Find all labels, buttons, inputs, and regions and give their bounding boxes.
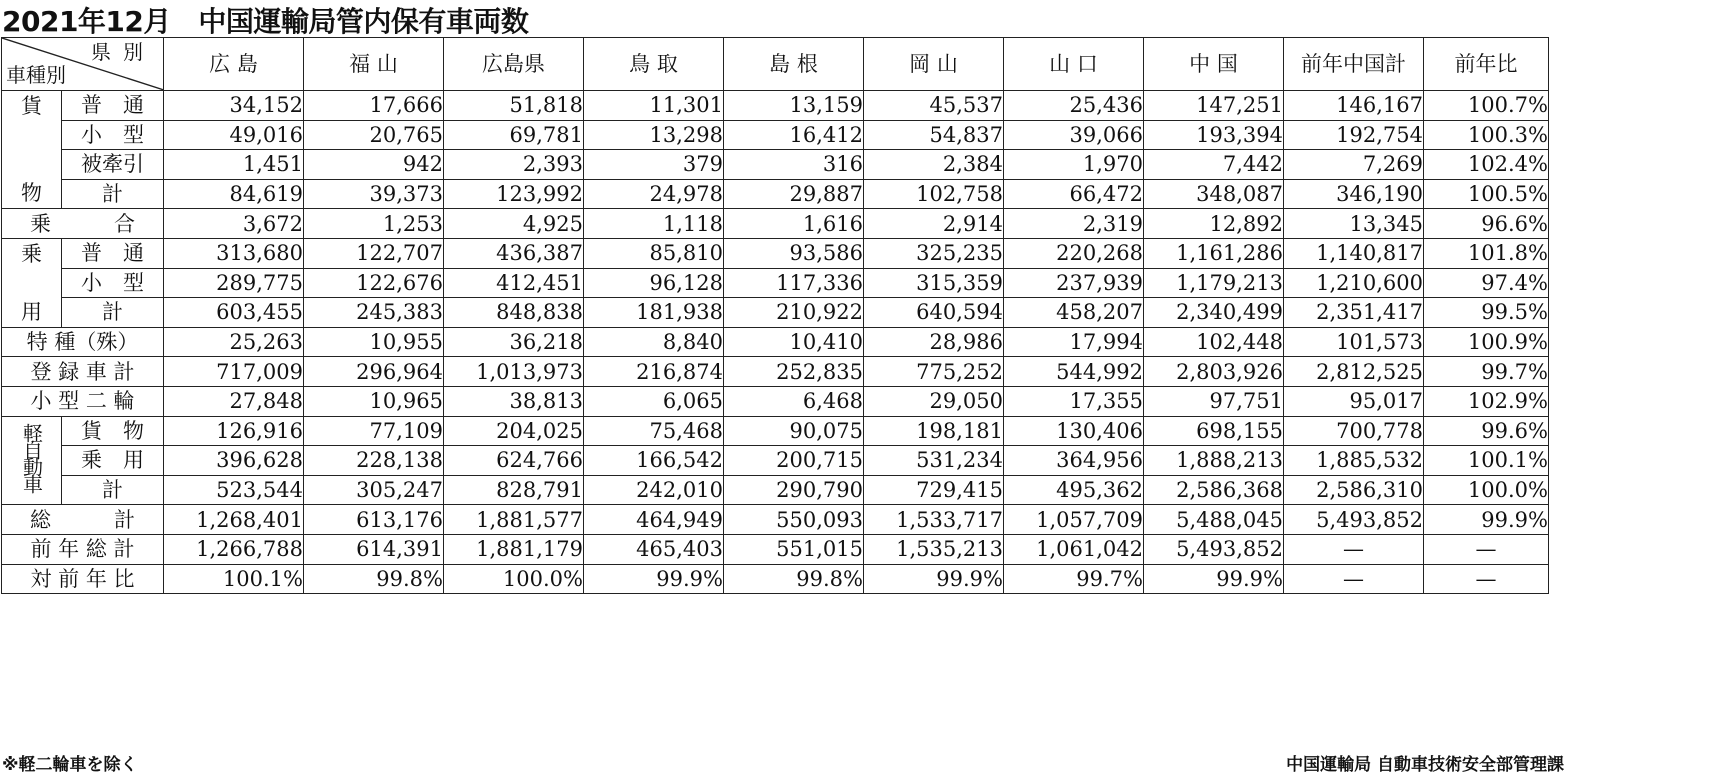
table-cell: 166,542 xyxy=(584,446,724,476)
table-cell: 396,628 xyxy=(164,446,304,476)
table-cell: 4,925 xyxy=(444,209,584,239)
table-cell: 364,956 xyxy=(1004,446,1144,476)
table-cell: 204,025 xyxy=(444,416,584,446)
table-cell: 29,050 xyxy=(864,386,1004,416)
table-cell: 698,155 xyxy=(1144,416,1284,446)
table-cell: 1,161,286 xyxy=(1144,238,1284,268)
table-cell: 13,298 xyxy=(584,120,724,150)
table-cell: 95,017 xyxy=(1284,386,1424,416)
table-cell: 465,403 xyxy=(584,534,724,564)
table-cell: 2,586,368 xyxy=(1144,475,1284,505)
table-cell: 25,436 xyxy=(1004,91,1144,121)
corner-vehicle-type-label: 車種別 xyxy=(6,63,66,87)
table-cell: 90,075 xyxy=(724,416,864,446)
row-label: 計 xyxy=(62,475,164,505)
row-label: 普 通 xyxy=(62,238,164,268)
row-label: 計 xyxy=(62,298,164,328)
table-cell: 1,013,973 xyxy=(444,357,584,387)
table-cell: 379 xyxy=(584,150,724,180)
column-header: 島 根 xyxy=(724,38,864,91)
table-cell: 10,410 xyxy=(724,327,864,357)
table-cell: 828,791 xyxy=(444,475,584,505)
table-cell: 603,455 xyxy=(164,298,304,328)
table-row xyxy=(2,446,1549,476)
table-cell: 102,448 xyxy=(1144,327,1284,357)
table-cell: 1,057,709 xyxy=(1004,505,1144,535)
table-cell: 10,965 xyxy=(304,386,444,416)
table-cell: 51,818 xyxy=(444,91,584,121)
table-cell: 100.7% xyxy=(1424,91,1549,121)
table-cell: 69,781 xyxy=(444,120,584,150)
group-passenger-label xyxy=(2,238,62,327)
table-cell: 100.9% xyxy=(1424,327,1549,357)
table-cell: 640,594 xyxy=(864,298,1004,328)
table-cell: 146,167 xyxy=(1284,91,1424,121)
table-cell: 11,301 xyxy=(584,91,724,121)
group-passenger-bottom-char: 用 xyxy=(21,299,42,324)
group-cargo-bottom-char: 物 xyxy=(21,181,42,206)
table-cell: 3,672 xyxy=(164,209,304,239)
table-cell: 93,586 xyxy=(724,238,864,268)
table-cell: 316 xyxy=(724,150,864,180)
row-label: 前 年 総 計 xyxy=(2,534,164,564)
table-cell: 325,235 xyxy=(864,238,1004,268)
table-cell: 25,263 xyxy=(164,327,304,357)
row-label: 普 通 xyxy=(62,91,164,121)
table-cell: 29,887 xyxy=(724,179,864,209)
table-cell: 1,881,577 xyxy=(444,505,584,535)
table-cell: — xyxy=(1424,564,1549,594)
table-cell: 84,619 xyxy=(164,179,304,209)
table-cell: 216,874 xyxy=(584,357,724,387)
table-cell: 436,387 xyxy=(444,238,584,268)
table-cell: 1,268,401 xyxy=(164,505,304,535)
table-cell: — xyxy=(1284,534,1424,564)
table-cell: 147,251 xyxy=(1144,91,1284,121)
table-cell: 181,938 xyxy=(584,298,724,328)
table-cell: 7,442 xyxy=(1144,150,1284,180)
column-header: 広島県 xyxy=(444,38,584,91)
table-cell: 20,765 xyxy=(304,120,444,150)
row-label: 総 計 xyxy=(2,505,164,535)
table-cell: 1,118 xyxy=(584,209,724,239)
table-cell: 100.3% xyxy=(1424,120,1549,150)
group-kei-label xyxy=(2,416,62,505)
table-row xyxy=(2,564,1549,594)
table-cell: 117,336 xyxy=(724,268,864,298)
table-cell: 242,010 xyxy=(584,475,724,505)
table-cell: 101.8% xyxy=(1424,238,1549,268)
table-cell: 237,939 xyxy=(1004,268,1144,298)
table-cell: 99.9% xyxy=(1144,564,1284,594)
table-row xyxy=(2,91,1549,121)
table-cell: 122,676 xyxy=(304,268,444,298)
kei-vehicle-vertical-label: 軽自動車 xyxy=(19,423,44,492)
column-header: 山 口 xyxy=(1004,38,1144,91)
row-label: 対 前 年 比 xyxy=(2,564,164,594)
column-header: 広 島 xyxy=(164,38,304,91)
table-cell: 75,468 xyxy=(584,416,724,446)
table-cell: 54,837 xyxy=(864,120,1004,150)
table-cell: 1,451 xyxy=(164,150,304,180)
table-row xyxy=(2,209,1549,239)
table-row xyxy=(2,268,1549,298)
table-cell: 99.9% xyxy=(864,564,1004,594)
table-cell: 613,176 xyxy=(304,505,444,535)
table-cell: 34,152 xyxy=(164,91,304,121)
table-cell: 2,384 xyxy=(864,150,1004,180)
table-cell: 1,885,532 xyxy=(1284,446,1424,476)
table-cell: 2,914 xyxy=(864,209,1004,239)
table-cell: 313,680 xyxy=(164,238,304,268)
table-cell: 700,778 xyxy=(1284,416,1424,446)
table-cell: 102.4% xyxy=(1424,150,1549,180)
table-cell: 289,775 xyxy=(164,268,304,298)
table-cell: 220,268 xyxy=(1004,238,1144,268)
table-row xyxy=(2,238,1549,268)
table-cell: 729,415 xyxy=(864,475,1004,505)
vehicle-count-table xyxy=(1,37,1549,594)
table-cell: 8,840 xyxy=(584,327,724,357)
table-cell: 775,252 xyxy=(864,357,1004,387)
table-cell: 99.7% xyxy=(1004,564,1144,594)
row-label: 被牽引 xyxy=(62,150,164,180)
column-header: 前年比 xyxy=(1424,38,1549,91)
table-row xyxy=(2,120,1549,150)
table-cell: 2,340,499 xyxy=(1144,298,1284,328)
row-label: 小 型 xyxy=(62,268,164,298)
table-cell: 200,715 xyxy=(724,446,864,476)
row-label: 特 種（殊） xyxy=(2,327,164,357)
table-cell: 96,128 xyxy=(584,268,724,298)
table-cell: 942 xyxy=(304,150,444,180)
table-cell: 102.9% xyxy=(1424,386,1549,416)
table-cell: 85,810 xyxy=(584,238,724,268)
table-cell: 102,758 xyxy=(864,179,1004,209)
table-cell: 97.4% xyxy=(1424,268,1549,298)
table-cell: 346,190 xyxy=(1284,179,1424,209)
table-cell: 290,790 xyxy=(724,475,864,505)
row-label: 乗 用 xyxy=(62,446,164,476)
page-title: 2021年12月 中国運輸局管内保有車両数 xyxy=(2,5,529,38)
table-cell: — xyxy=(1424,534,1549,564)
table-cell: 1,888,213 xyxy=(1144,446,1284,476)
table-cell: 2,351,417 xyxy=(1284,298,1424,328)
table-row xyxy=(2,386,1549,416)
table-cell: 1,061,042 xyxy=(1004,534,1144,564)
row-label: 乗 合 xyxy=(2,209,164,239)
column-header: 岡 山 xyxy=(864,38,1004,91)
table-cell: 100.0% xyxy=(1424,475,1549,505)
row-label: 登 録 車 計 xyxy=(2,357,164,387)
table-cell: 96.6% xyxy=(1424,209,1549,239)
table-cell: 97,751 xyxy=(1144,386,1284,416)
table-cell: 38,813 xyxy=(444,386,584,416)
table-cell: 614,391 xyxy=(304,534,444,564)
table-cell: 210,922 xyxy=(724,298,864,328)
table-cell: 27,848 xyxy=(164,386,304,416)
row-label: 計 xyxy=(62,179,164,209)
table-cell: 5,493,852 xyxy=(1284,505,1424,535)
table-cell: 315,359 xyxy=(864,268,1004,298)
table-cell: 77,109 xyxy=(304,416,444,446)
table-cell: 100.5% xyxy=(1424,179,1549,209)
table-cell: 39,066 xyxy=(1004,120,1144,150)
table-cell: 130,406 xyxy=(1004,416,1144,446)
header-row xyxy=(2,38,1549,91)
table-cell: 2,586,310 xyxy=(1284,475,1424,505)
column-header: 鳥 取 xyxy=(584,38,724,91)
table-cell: 1,533,717 xyxy=(864,505,1004,535)
table-cell: 624,766 xyxy=(444,446,584,476)
table-cell: 1,535,213 xyxy=(864,534,1004,564)
table-cell: 550,093 xyxy=(724,505,864,535)
table-cell: 2,319 xyxy=(1004,209,1144,239)
table-cell: 100.1% xyxy=(164,564,304,594)
table-cell: 252,835 xyxy=(724,357,864,387)
table-cell: 66,472 xyxy=(1004,179,1144,209)
table-cell: 245,383 xyxy=(304,298,444,328)
table-row xyxy=(2,505,1549,535)
table-cell: 6,065 xyxy=(584,386,724,416)
table-cell: 126,916 xyxy=(164,416,304,446)
table-cell: 100.1% xyxy=(1424,446,1549,476)
table-cell: 348,087 xyxy=(1144,179,1284,209)
table-cell: 36,218 xyxy=(444,327,584,357)
table-cell: 99.8% xyxy=(304,564,444,594)
table-cell: 2,393 xyxy=(444,150,584,180)
table-cell: 99.6% xyxy=(1424,416,1549,446)
table-cell: 531,234 xyxy=(864,446,1004,476)
table-cell: 1,179,213 xyxy=(1144,268,1284,298)
table-cell: 99.9% xyxy=(584,564,724,594)
table-cell: 28,986 xyxy=(864,327,1004,357)
table-row xyxy=(2,179,1549,209)
table-cell: 99.5% xyxy=(1424,298,1549,328)
table-cell: 544,992 xyxy=(1004,357,1144,387)
table-row xyxy=(2,327,1549,357)
table-row xyxy=(2,475,1549,505)
table-row xyxy=(2,357,1549,387)
table-cell: 13,159 xyxy=(724,91,864,121)
table-cell: 24,978 xyxy=(584,179,724,209)
row-label: 貨 物 xyxy=(62,416,164,446)
table-row xyxy=(2,150,1549,180)
table-cell: 228,138 xyxy=(304,446,444,476)
table-cell: 717,009 xyxy=(164,357,304,387)
table-cell: 464,949 xyxy=(584,505,724,535)
table-cell: 5,493,852 xyxy=(1144,534,1284,564)
table-cell: 101,573 xyxy=(1284,327,1424,357)
table-cell: 192,754 xyxy=(1284,120,1424,150)
table-cell: 100.0% xyxy=(444,564,584,594)
table-cell: 495,362 xyxy=(1004,475,1144,505)
group-cargo-label xyxy=(2,91,62,209)
table-cell: 1,140,817 xyxy=(1284,238,1424,268)
table-cell: 99.8% xyxy=(724,564,864,594)
table-cell: 193,394 xyxy=(1144,120,1284,150)
footnote: ※軽二輪車を除く xyxy=(2,755,138,775)
table-cell: 17,994 xyxy=(1004,327,1144,357)
group-cargo-top-char: 貨 xyxy=(21,94,42,118)
table-cell: 17,355 xyxy=(1004,386,1144,416)
table-cell: 99.7% xyxy=(1424,357,1549,387)
table-cell: 16,412 xyxy=(724,120,864,150)
table-cell: 1,210,600 xyxy=(1284,268,1424,298)
group-passenger-top-char: 乗 xyxy=(21,241,42,266)
column-header: 前年中国計 xyxy=(1284,38,1424,91)
table-cell: 45,537 xyxy=(864,91,1004,121)
table-cell: 1,616 xyxy=(724,209,864,239)
table-cell: — xyxy=(1284,564,1424,594)
table-cell: 123,992 xyxy=(444,179,584,209)
table-cell: 6,468 xyxy=(724,386,864,416)
table-cell: 2,812,525 xyxy=(1284,357,1424,387)
table-cell: 1,881,179 xyxy=(444,534,584,564)
table-cell: 305,247 xyxy=(304,475,444,505)
table-cell: 551,015 xyxy=(724,534,864,564)
corner-header xyxy=(2,38,164,91)
row-label: 小 型 xyxy=(62,120,164,150)
table-cell: 523,544 xyxy=(164,475,304,505)
column-header: 福 山 xyxy=(304,38,444,91)
table-cell: 1,970 xyxy=(1004,150,1144,180)
table-cell: 412,451 xyxy=(444,268,584,298)
table-cell: 198,181 xyxy=(864,416,1004,446)
table-row xyxy=(2,416,1549,446)
source-credit: 中国運輸局 自動車技術安全部管理課 xyxy=(1286,755,1564,775)
table-cell: 99.9% xyxy=(1424,505,1549,535)
table-row xyxy=(2,534,1549,564)
table-cell: 12,892 xyxy=(1144,209,1284,239)
table-cell: 39,373 xyxy=(304,179,444,209)
table-cell: 13,345 xyxy=(1284,209,1424,239)
table-row xyxy=(2,298,1549,328)
table-cell: 1,253 xyxy=(304,209,444,239)
table-cell: 458,207 xyxy=(1004,298,1144,328)
table-cell: 10,955 xyxy=(304,327,444,357)
table-cell: 17,666 xyxy=(304,91,444,121)
corner-prefecture-label: 県別 xyxy=(91,40,155,64)
column-header: 中 国 xyxy=(1144,38,1284,91)
table-cell: 296,964 xyxy=(304,357,444,387)
row-label: 小 型 二 輪 xyxy=(2,386,164,416)
table-cell: 1,266,788 xyxy=(164,534,304,564)
table-cell: 848,838 xyxy=(444,298,584,328)
table-cell: 2,803,926 xyxy=(1144,357,1284,387)
table-cell: 7,269 xyxy=(1284,150,1424,180)
table-cell: 122,707 xyxy=(304,238,444,268)
table-cell: 49,016 xyxy=(164,120,304,150)
table-cell: 5,488,045 xyxy=(1144,505,1284,535)
